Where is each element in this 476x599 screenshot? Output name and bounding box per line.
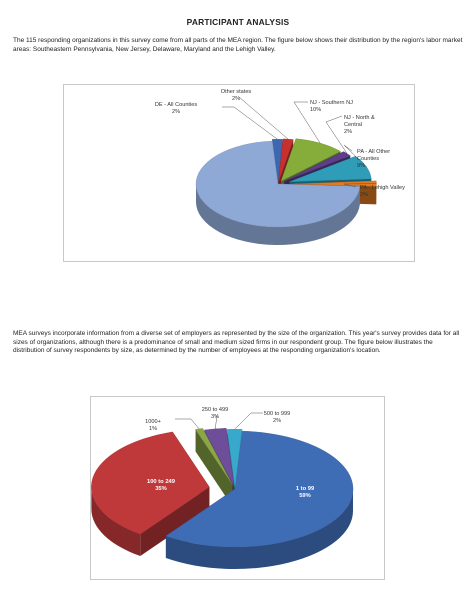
- pie-1-leader-1: [239, 97, 288, 139]
- pie-1-label-3: NJ - North & Central 2%: [344, 115, 375, 135]
- region-pie-chart: [64, 85, 414, 261]
- pie-2-leader-2: [175, 419, 199, 429]
- pie-1-label-6: PA - Philadelphia Metro 73%: [144, 172, 192, 192]
- intro-paragraph: The 115 responding organizations in this survey come from all parts of the MEA region. The figure below shows their distribution by the region's labor market areas: Southeastern Pennsylvania, New Jersey, Delaware, Maryland and the Lehigh Valley.: [13, 37, 463, 53]
- pie-2-leader-4: [235, 413, 263, 429]
- pie-1-label-2: NJ - Southern NJ 10%: [310, 100, 353, 113]
- pie-1-label-4: PA - All Other Counties 9%: [357, 149, 391, 169]
- size-chart-frame: [90, 396, 385, 580]
- pie-2-label-3: 250 to 499 3%: [201, 407, 229, 420]
- pie-2-label-1: 100 to 249 35%: [146, 479, 176, 492]
- region-chart-frame: [63, 84, 415, 262]
- pie-1-label-1: Other states 2%: [220, 89, 252, 102]
- size-pie-chart: [91, 397, 384, 579]
- pie-2-label-0: 1 to 99 59%: [295, 486, 315, 499]
- pie-1-leader-0: [222, 107, 277, 139]
- size-paragraph: MEA surveys incorporate information from a diverse set of employers as represented by the size of the organization. This year's survey provides data for all sizes of organizations, although there is a predominance of small and medium sized firms in our respondent group. The figure below illustrates the distribution of survey respondents by size, as determined by the number of employees at the responding organization's location.: [13, 330, 460, 355]
- page-title: PARTICIPANT ANALYSIS: [186, 17, 290, 27]
- pie-1-label-0: DE - All Counties 2%: [154, 102, 198, 115]
- pie-2-label-2: 1000+ 1%: [145, 419, 161, 432]
- pie-2-label-4: 500 to 999 2%: [263, 411, 291, 424]
- pie-1-label-5: PA - Lehigh Valley 2%: [360, 185, 405, 198]
